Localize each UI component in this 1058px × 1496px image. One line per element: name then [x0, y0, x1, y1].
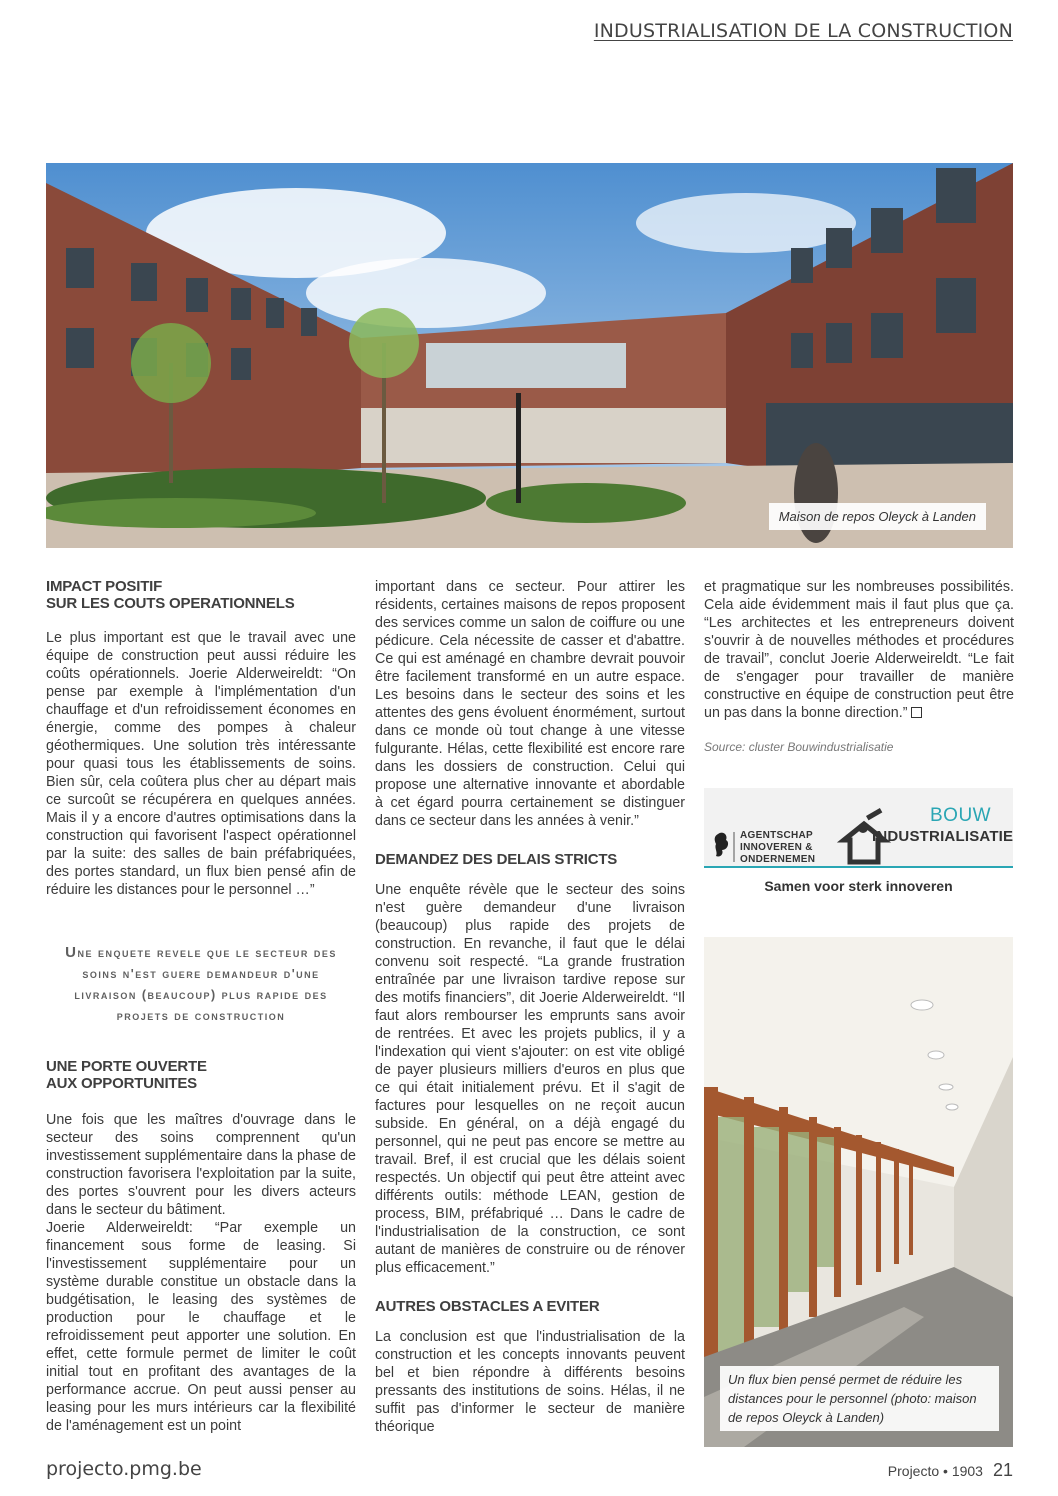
slogan-strip	[704, 868, 1013, 904]
heading-impact-2: SUR LES COUTS OPERATIONNELS	[46, 595, 295, 612]
column-2	[375, 578, 685, 1436]
pull-quote: Une enquete revele que le secteur des soins n'est guere demandeur d'une livraison (beaucoup) plus rapide des projets de construction	[65, 944, 337, 1023]
paragraph: et pragmatique sur les nombreuses possibilités. Cela aide évidemment mais il faut plus que ça. “Les architectes et les entrepreneurs doivent s'ouvrir à de nouvelles méthodes et procédures de travail”, conclut Joerie Alderweireldt. “Le fait de s'engager pour travailler de manière constructive en équipe de construction peut être un pas dans la bonne direction.”	[704, 579, 1014, 721]
heading-delais: DEMANDEZ DES DELAIS STRICTS	[375, 851, 618, 868]
paragraph: important dans ce secteur. Pour attirer les résidents, certaines maisons de repos proposent des services comme un salon de coiffure ou une pédicure. Cela nécessite de casser et d'abattre. Ce qui est aménagé en chambre devrait pouvoir être facilement transformé en un autre espace. Les besoins dans le secteur des soins et les attentes des gens évoluent énormément, surtout dans ce monde où tout change à une vitesse fulgurante. Hélas, cette flexibilité est encore rare dans les dossiers de construction. Celui qui propose une alternative innovante et abordable à cet égard pourra certainement se distinguer dans ce secteur dans les années à venir.”	[375, 579, 685, 829]
heading-impact: IMPACT POSITIF	[46, 578, 163, 595]
column-1	[46, 578, 356, 1435]
issue-label: Projecto • 1903	[887, 1463, 983, 1479]
hero-photo	[46, 163, 1013, 548]
section-header: INDUSTRIALISATION DE LA CONSTRUCTION	[593, 20, 1013, 42]
column-3	[704, 578, 1014, 756]
footer-issue	[888, 1460, 1013, 1481]
corridor-caption: Un flux bien pensé permet de réduire les distances pour le personnel (photo: maison de repos Oleyck à Landen)	[720, 1366, 999, 1431]
hero-caption: Maison de repos Oleyck à Landen	[769, 503, 986, 530]
paragraph: Le plus important est que le travail avec une équipe de construction peut aussi réduire les coûts opérationnels. Joerie Alderweireldt: “On pense par exemple à l'implémentation d'un chauffage et d'un refroidissement économes en énergie, comme des pompes à chaleur géothermiques. Une solution très intéressante pour quasi tous les établissements de soins. Bien sûr, cela coûtera plus cher au départ mais ce surcoût se récupérera en quelques années. Mais il y a encore d'autres optimisations dans la construction qui favorisent l'aspect opérationnel par la suite: des salles de bain préfabriquées, des portes standard, un flux bien pensé afin de réduire les distances pour le personnel …”	[46, 630, 356, 898]
paragraph: Une fois que les maîtres d'ouvrage dans le secteur des soins comprennent qu'un investissement supplémentaire dans la phase de construction favorisera l'exploitation par la suite, des portes s'ouvrent pour les divers acteurs dans le secteur du bâtiment.	[46, 1112, 356, 1218]
footer-url[interactable]: projecto.pmg.be	[46, 1458, 202, 1480]
corridor-photo	[704, 937, 1013, 1447]
end-mark-icon	[911, 707, 922, 718]
paragraph: La conclusion est que l'industrialisation de la construction et les concepts innovants peuvent bel et bien répondre à différents besoins pressants des institutions de soins. Hélas, il ne suffit pas d'informer le secteur de manière théorique	[375, 1329, 685, 1435]
heading-porte-2: AUX OPPORTUNITES	[46, 1075, 197, 1092]
paragraph: Une enquête révèle que le secteur des soins n'est guère demandeur d'une livraison (beaucoup) plus rapide des projets de construction. En revanche, il faut que le délai convenu soit respecté. “La grande frustration entraînée par une livraison tardive repose sur des motifs financiers”, dit Joerie Alderweireldt. “Il faut alors rembourser les emprunts sans avoir de rentrées. Et avec les projets publics, il y a l'indexation qui vient s'ajouter: on est vite obligé de payer plusieurs milliers d'euros en plus que ce qui était initialement prévu. Et il s'agit de factures pour lesquelles on ne reçoit aucun subside. En général, on a déjà engagé du personnel, qui ne peut pas encore se mettre au travail. Bref, il est crucial que les délais soient respectés. Un objectif qui peut être atteint avec différents outils: méthode LEAN, gestion de process, BIM, préfabriqué … Dans le cadre de l'industrialisation de la construction, ce sont autant de manières de construire ou de rénover plus efficacement.”	[375, 882, 685, 1276]
heading-obstacles: AUTRES OBSTACLES A EVITER	[375, 1298, 600, 1315]
page-number: 21	[992, 1460, 1013, 1480]
logo-industrialisatie: INDUSTRIALISATIE	[872, 828, 1013, 845]
agency-name: AGENTSCHAP INNOVEREN & ONDERNEMEN	[740, 830, 816, 865]
lion-icon	[715, 833, 728, 857]
slogan: Samen voor sterk innoveren	[764, 878, 953, 894]
heading-porte: UNE PORTE OUVERTE	[46, 1058, 207, 1075]
logo-bouw: BOUW	[930, 805, 992, 826]
sponsor-logo	[704, 788, 1013, 904]
courtyard-illustration	[46, 163, 1013, 548]
paragraph: Joerie Alderweireldt: “Par exemple un financement sous forme de leasing. Si l'investissement supplémentaire pour un système durable constitue un obstacle dans la budgétisation, le leasing des systèmes de production pour le chauffage et le refroidissement peut apporter une solution. En effet, cette formule permet de limiter le coût initial tout en profitant des avantages de la performance accrue. On peut aussi penser au leasing pour les murs intérieurs car la flexibilité de l'aménagement est un point	[46, 1220, 356, 1434]
source-note: Source: cluster Bouwindustrialisatie	[704, 740, 894, 754]
